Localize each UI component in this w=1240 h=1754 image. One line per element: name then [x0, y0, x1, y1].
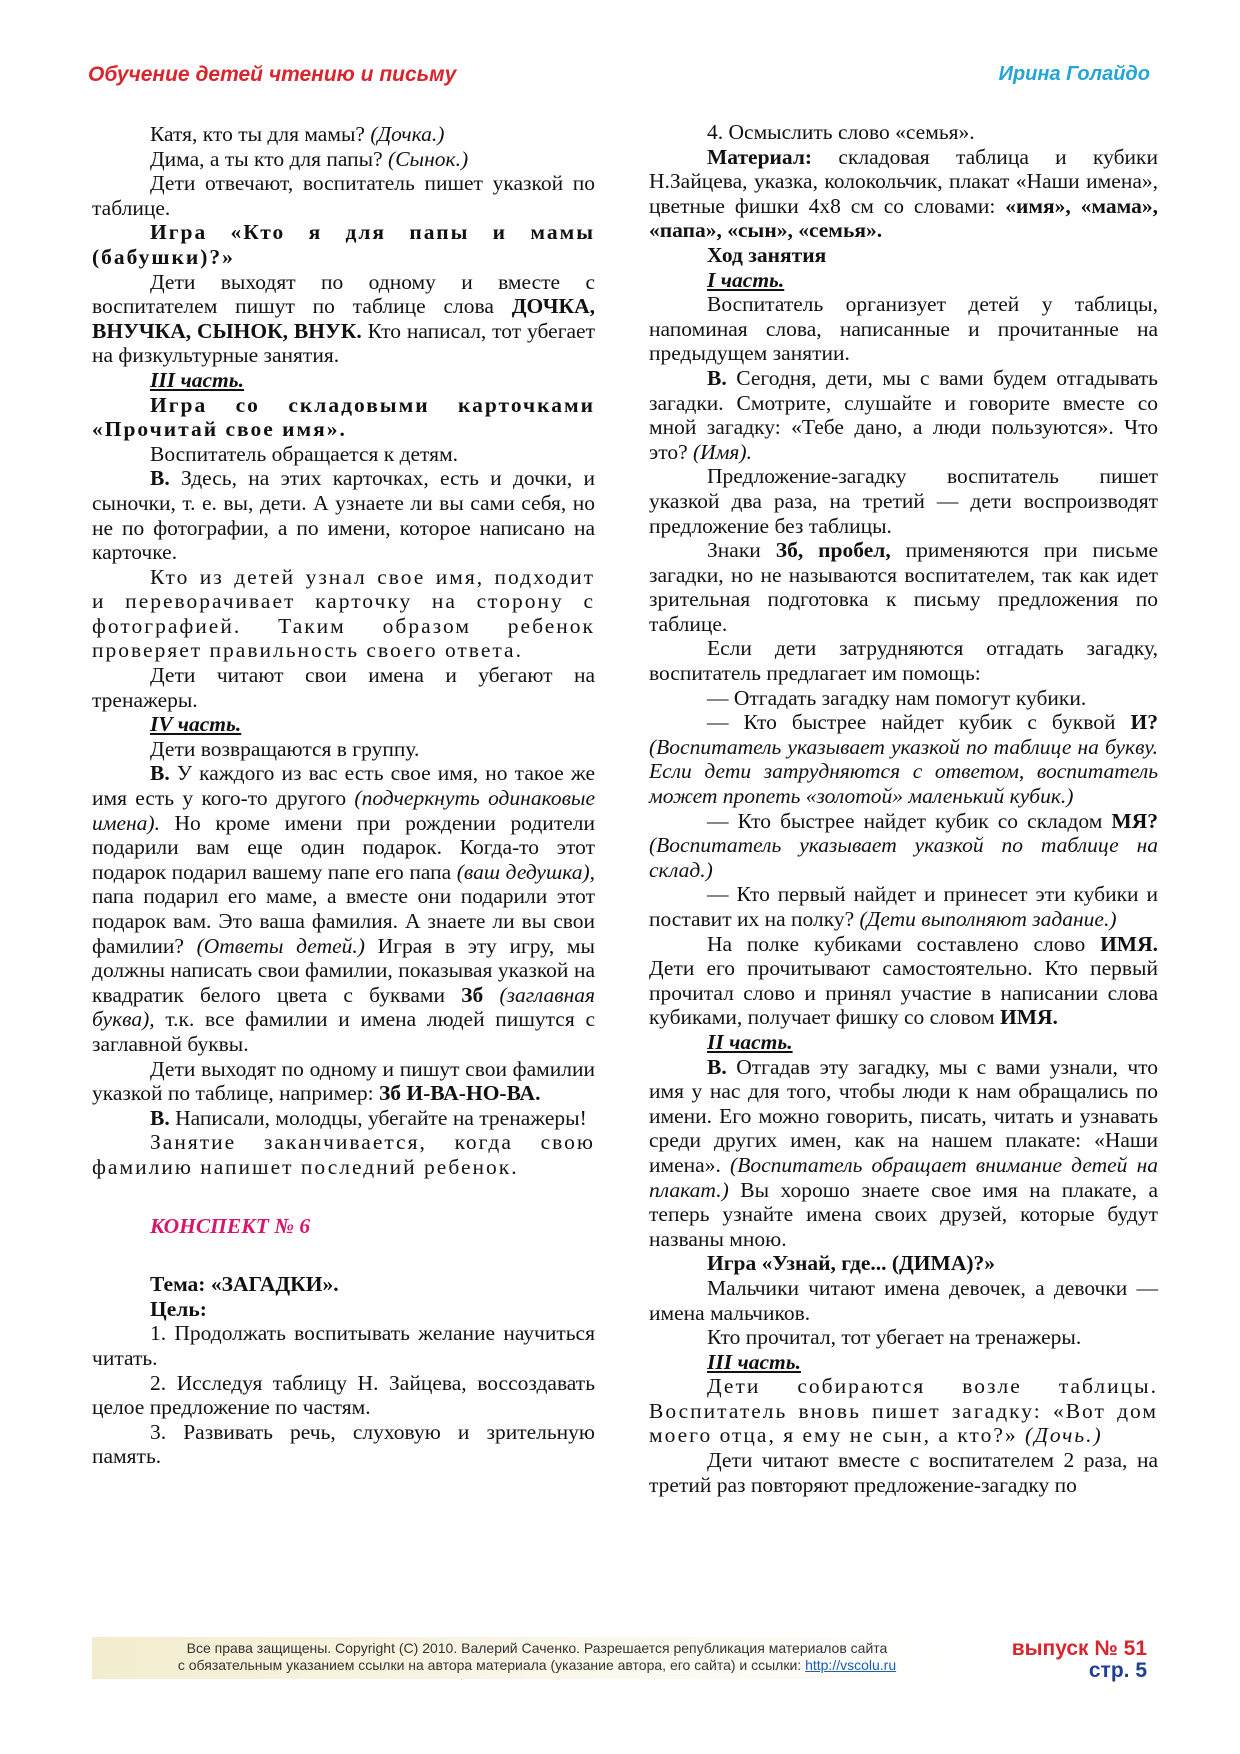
paragraph: Знаки Зб, пробел, применяются при письме загадки, но не называются воспитателем, так как идет зрительная подготовка к письму предложения по таблице. [649, 538, 1158, 636]
game-heading: Игра со складовыми карточками «Прочитай свое имя». [92, 392, 595, 442]
paragraph: Воспитатель обращается к детям. [150, 441, 459, 466]
part-heading: I часть. [707, 267, 785, 292]
issue-number: выпуск № 51 [1011, 1637, 1147, 1660]
part-heading: II часть. [707, 1029, 793, 1054]
paragraph: Дети отвечают, воспитатель пишет указкой по таблице. [92, 171, 595, 220]
paragraph: Дети выходят по одному и вместе с воспитателем пишут по таблице слова ДОЧКА, ВНУЧКА, СЫНОК, ВНУК. Кто написал, тот убегает на физкультурные занятия. [92, 269, 595, 368]
paragraph: В. Написали, молодцы, убегайте на тренажеры! [150, 1105, 587, 1130]
part-heading: IV часть. [150, 712, 242, 737]
paragraph: — Кто первый найдет и принесет эти кубики и поставит их на полку? (Дети выполняют задание.) [649, 882, 1158, 931]
copyright-line: с обязательным указанием ссылки на автора материала (указание автора, его сайта) и ссылки: http://vscolu.ru [177, 1657, 897, 1673]
author-name: Ирина Голайдо [998, 63, 1150, 85]
paragraph: Дети возвращаются в группу. [150, 736, 420, 761]
paragraph: Мальчики читают имена девочек, а девочки — имена мальчиков. [649, 1275, 1158, 1325]
paragraph: Если дети затрудняются отгадать загадку, воспитатель предлагает им помощь: [649, 636, 1158, 686]
game-heading: Игра «Узнай, где... (ДИМА)?» [707, 1251, 996, 1276]
paragraph: В. Сегодня, дети, мы с вами будем отгадывать загадки. Смотрите, слушайте и говорите вместе со мной загадку: «Тебе дано, а люди пользуются». Что это? (Имя). [649, 365, 1158, 464]
paragraph: — Кто быстрее найдет кубик с буквой И? (Воспитатель указывает указкой по таблице на букву. Если дети затрудняются с ответом, воспитатель может пропеть «золотой» маленький кубик.) [649, 710, 1158, 809]
paragraph: Дима, а ты кто для папы? (Сынок.) [150, 146, 469, 171]
copyright-notice [127, 1640, 947, 1674]
paragraph: — Отгадать загадку нам помогут кубики. [707, 685, 1087, 710]
issue-info [1012, 1638, 1147, 1682]
paragraph: Дети читают свои имена и убегают на тренажеры. [92, 663, 595, 712]
part-heading: III часть. [150, 367, 244, 392]
materials-paragraph: Материал: складовая таблица и кубики Н.Зайцева, указка, колокольчик, плакат «Наши имена», цветные фишки 4х8 см со словами: «имя», «мама», «папа», «сын», «семья». [649, 144, 1158, 243]
goal-heading: Цель: [150, 1296, 207, 1321]
paragraph: Кто прочитал, тот убегает на тренажеры. [707, 1325, 1082, 1350]
paragraph: Воспитатель организует детей у таблицы, напоминая слова, написанные и прочитанные на предыдущем занятии. [649, 292, 1158, 366]
paragraph: В. Здесь, на этих карточках, есть и дочки, и сыночки, т. е. вы, дети. А узнаете ли вы сами себя, но не по фотографии, а по имени, которое написано на карточке. [92, 466, 595, 565]
page-number: стр. 5 [1088, 1659, 1147, 1682]
goal-item: 1. Продолжать воспитывать желание научиться читать. [92, 1321, 595, 1370]
part-heading: III часть. [707, 1349, 801, 1374]
paragraph: — Кто быстрее найдет кубик со складом МЯ? (Воспитатель указывает указкой по таблице на склад.) [649, 808, 1158, 882]
paragraph: Занятие заканчивается, когда свою фамилию напишет последний ребенок. [92, 1130, 595, 1179]
paragraph: Катя, кто ты для мамы? (Дочка.) [150, 122, 445, 146]
goal-item: 2. Исследуя таблицу Н. Зайцева, воссоздавать целое предложение по частям. [92, 1370, 595, 1420]
paragraph: В. Отгадав эту загадку, мы с вами узнали, что имя у нас для того, чтобы люди к нам обращались по имени. Его можно говорить, писать, читать и узнавать среди других имен, как на нашем плакате: «Наши имена». (Воспитатель обращает внимание детей на плакат.) Вы хорошо знаете свое имя на плакате, а теперь узнайте имена своих друзей, которые будут названы мною. [649, 1054, 1159, 1251]
goal-item: 3. Развивать речь, слуховую и зрительную память. [92, 1419, 595, 1469]
site-link[interactable]: http://vscolu.ru [805, 1657, 897, 1673]
section-title: КОНСПЕКТ № 6 [150, 1213, 311, 1238]
game-heading: Игра «Кто я для папы и мамы (бабушки)?» [92, 220, 595, 269]
paragraph: Кто из детей узнал свое имя, подходит и переворачивает карточку на сторону с фотографией. Таким образом ребенок проверяет правильность своего ответа. [92, 564, 595, 663]
copyright-line: Все права защищены. Copyright (C) 2010. Валерий Саченко. Разрешается републикация материалов сайта [186, 1640, 888, 1656]
left-column [92, 122, 595, 1469]
lesson-progress-heading: Ход занятия [707, 242, 827, 267]
paragraph: Дети читают вместе с воспитателем 2 раза, на третий раз повторяют предложение-загадку по [649, 1448, 1158, 1497]
right-column [649, 120, 1158, 1497]
paragraph: Дети собираются возле таблицы. Воспитатель вновь пишет загадку: «Вот дом моего отца, я ему не сын, а кто?» (Дочь.) [649, 1374, 1158, 1448]
paragraph: Предложение-загадку воспитатель пишет указкой два раза, на третий — дети воспроизводят предложение без таблицы. [649, 464, 1158, 538]
paragraph: На полке кубиками составлено слово ИМЯ. Дети его прочитывают самостоятельно. Кто первый прочитал слово и принял участие в написании слова кубиками, получает фишку со словом ИМЯ. [649, 931, 1158, 1030]
paragraph: В. У каждого из вас есть свое имя, но такое же имя есть у кого-то другого (подчеркнуть одинаковые имена). Но кроме имени при рождении родители подарили вам еще один подарок. Когда-то этот подарок подарил вашему папе его папа (ваш дедушка), папа подарил его маме, а вместе они подарили этот подарок вам. Это ваша фамилия. А знаете ли вы свои фамилии? (Ответы детей.) Играя в эту игру, мы должны написать свои фамилии, показывая указкой на квадратик белого цвета с буквами Зб (заглавная буква), т.к. все фамилии и имена людей пишутся с заглавной буквы. [92, 761, 596, 1056]
topic-heading: Тема: «ЗАГАДКИ». [150, 1272, 339, 1297]
paragraph: Дети выходят по одному и пишут свои фамилии указкой по таблице, например: Зб И-ВА-НО-ВА. [92, 1056, 595, 1106]
magazine-section-title: Обучение детей чтению и письму [88, 63, 457, 86]
goal-item: 4. Осмыслить слово «семья». [707, 120, 975, 144]
